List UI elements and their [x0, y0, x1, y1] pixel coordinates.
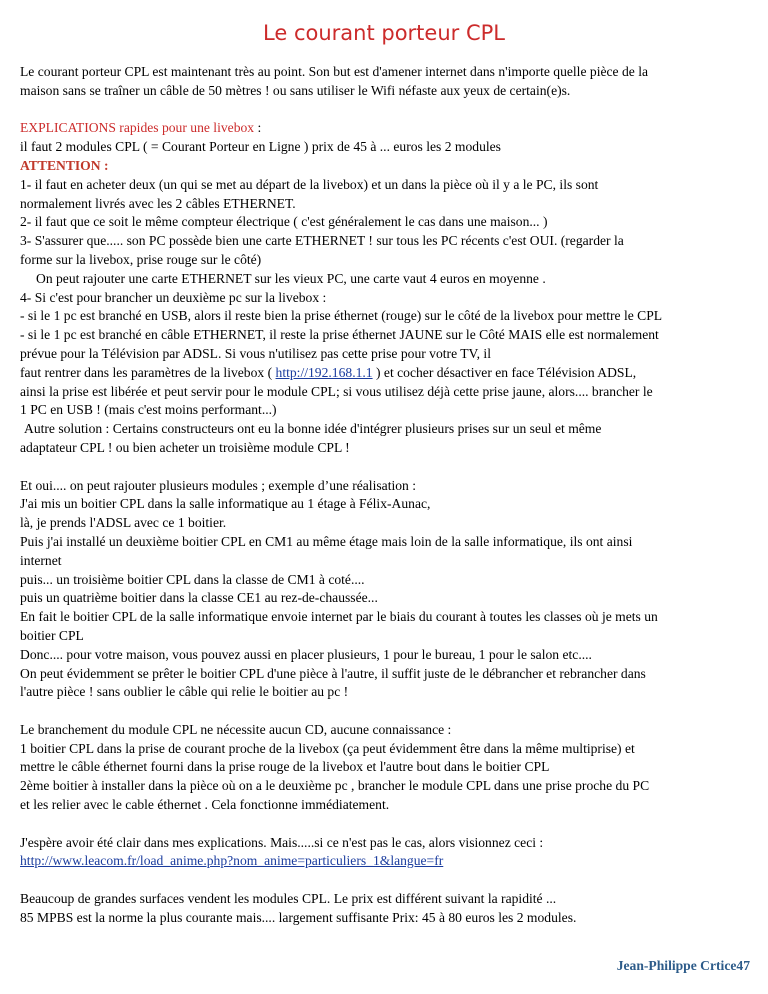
- attention-heading: ATTENTION :: [20, 157, 109, 173]
- text-line: - si le 1 pc est branché en USB, alors il reste bien la prise éthernet (rouge) sur le côté de la livebox pour mettre le CPL: [20, 308, 663, 324]
- text-line: - si le 1 pc est branché en câble ETHERNET, il reste la prise éthernet JAUNE sur le Côté MAIS elle est normalement: [20, 327, 659, 343]
- heading-suffix: :: [254, 120, 262, 136]
- text-line: prévue pour la Télévision par ADSL. Si vous n'utilisez pas cette prise pour votre TV, il: [20, 345, 491, 361]
- text-line: et les relier avec le cable éthernet . Cela fonctionne immédiatement.: [20, 797, 390, 813]
- text-line: Puis j'ai installé un deuxième boitier CPL en CM1 au même étage mais loin de la salle informatique, ils ont ainsi: [20, 533, 633, 549]
- text-line: Le branchement du module CPL ne nécessite aucun CD, aucune connaissance :: [20, 721, 452, 737]
- text-segment: faut rentrer dans les paramètres de la livebox (: [20, 364, 276, 380]
- text-line: maison sans se traîner un câble de 50 mètres ! ou sans utiliser le Wifi néfaste aux yeux de certain(e)s.: [20, 82, 571, 98]
- text-line: là, je prends l'ADSL avec ce 1 boitier.: [20, 515, 227, 531]
- explications-heading-label: EXPLICATIONS rapides pour une livebox: [20, 120, 255, 136]
- text-line: adaptateur CPL ! ou bien acheter un troisième module CPL !: [20, 439, 350, 455]
- intro-paragraph: [20, 63, 748, 101]
- text-line: 1 PC en USB ! (mais c'est moins performant...): [20, 402, 277, 418]
- realisation-section: [20, 477, 748, 703]
- text-line: 1 boitier CPL dans la prise de courant proche de la livebox (ça peut évidemment être dans la même multiprise) et: [20, 740, 635, 756]
- surfaces-section: [20, 890, 748, 928]
- text-line: Donc.... pour votre maison, vous pouvez aussi en placer plusieurs, 1 pour le bureau, 1 pour le salon etc....: [20, 646, 592, 662]
- livebox-link[interactable]: http://192.168.1.1: [275, 364, 373, 380]
- text-line: En fait le boitier CPL de la salle informatique envoie internet par le biais du courant à toutes les classes où je mets un: [20, 609, 658, 625]
- explications-section: [20, 119, 748, 457]
- text-line: 2ème boitier à installer dans la pièce où on a le deuxième pc , brancher le module CPL dans une prise proche du PC: [20, 778, 650, 794]
- text-line: normalement livrés avec les 2 câbles ETHERNET.: [20, 195, 296, 211]
- leacom-link[interactable]: http://www.leacom.fr/load_anime.php?nom_anime=particuliers_1&langue=fr: [20, 853, 444, 869]
- text-line: 3- S'assurer que..... son PC possède bien une carte ETHERNET ! sur tous les PC récents c'est OUI. (regarder la: [20, 233, 624, 249]
- text-line: Beaucoup de grandes surfaces vendent les modules CPL. Le prix est différent suivant la rapidité ...: [20, 891, 557, 907]
- branchement-section: [20, 721, 748, 815]
- text-line: 2- il faut que ce soit le même compteur électrique ( c'est généralement le cas dans une maison... ): [20, 214, 548, 230]
- text-line: J'ai mis un boitier CPL dans la salle informatique au 1 étage à Félix-Aunac,: [20, 496, 431, 512]
- text-line: On peut évidemment se prêter le boitier CPL d'une pièce à l'autre, il suffit juste de le débrancher et rebrancher dans: [20, 665, 646, 681]
- text-line: Et oui.... on peut rajouter plusieurs modules ; exemple d’une réalisation :: [20, 477, 417, 493]
- text-line: On peut rajouter une carte ETHERNET sur les vieux PC, une carte vaut 4 euros en moyenne .: [36, 270, 546, 286]
- text-line: puis un quatrième boitier dans la classe CE1 au rez-de-chaussée...: [20, 590, 378, 606]
- page-title: Le courant porteur CPL: [263, 21, 505, 45]
- text-line: il faut 2 modules CPL ( = Courant Porteur en Ligne ) prix de 45 à ... euros les 2 modules: [20, 139, 501, 155]
- text-line: internet: [20, 552, 62, 568]
- text-line: 85 MPBS est la norme la plus courante mais.... largement suffisante Prix: 45 à 80 euros les 2 modules.: [20, 909, 577, 925]
- text-line: J'espère avoir été clair dans mes explications. Mais.....si ce n'est pas le cas, alors visionnez ceci :: [20, 834, 544, 850]
- text-line: ainsi la prise est libérée et peut servir pour le module CPL; si vous utilisez déjà cette prise jaune, alors.... brancher le: [20, 383, 653, 399]
- text-line: forme sur la livebox, prise rouge sur le côté): [20, 251, 262, 267]
- text-line: Le courant porteur CPL est maintenant très au point. Son but est d'amener internet dans n'importe quelle pièce de la: [20, 64, 649, 79]
- text-line: mettre le câble éthernet fourni dans la prise rouge de la livebox et l'autre bout dans le boitier CPL: [20, 759, 550, 775]
- text-line: boitier CPL: [20, 627, 84, 643]
- text-line: Autre solution : Certains constructeurs ont eu la bonne idée d'intégrer plusieurs prises sur un seul et même: [24, 421, 602, 437]
- text-line: puis... un troisième boitier CPL dans la classe de CM1 à coté....: [20, 571, 365, 587]
- clair-section: [20, 834, 748, 872]
- author-signature: Jean-Philippe Crtice47: [616, 958, 750, 973]
- text-line-with-link: [20, 364, 748, 383]
- explications-heading: [20, 119, 748, 138]
- text-line: 1- il faut en acheter deux (un qui se met au départ de la livebox) et un dans la pièce où il y a le PC, ils sont: [20, 176, 599, 192]
- text-line: l'autre pièce ! sans oublier le câble qui relie le boitier au pc !: [20, 684, 349, 700]
- text-line: 4- Si c'est pour brancher un deuxième pc sur la livebox :: [20, 289, 327, 305]
- text-segment: ) et cocher désactiver en face Télévision ADSL,: [372, 364, 637, 380]
